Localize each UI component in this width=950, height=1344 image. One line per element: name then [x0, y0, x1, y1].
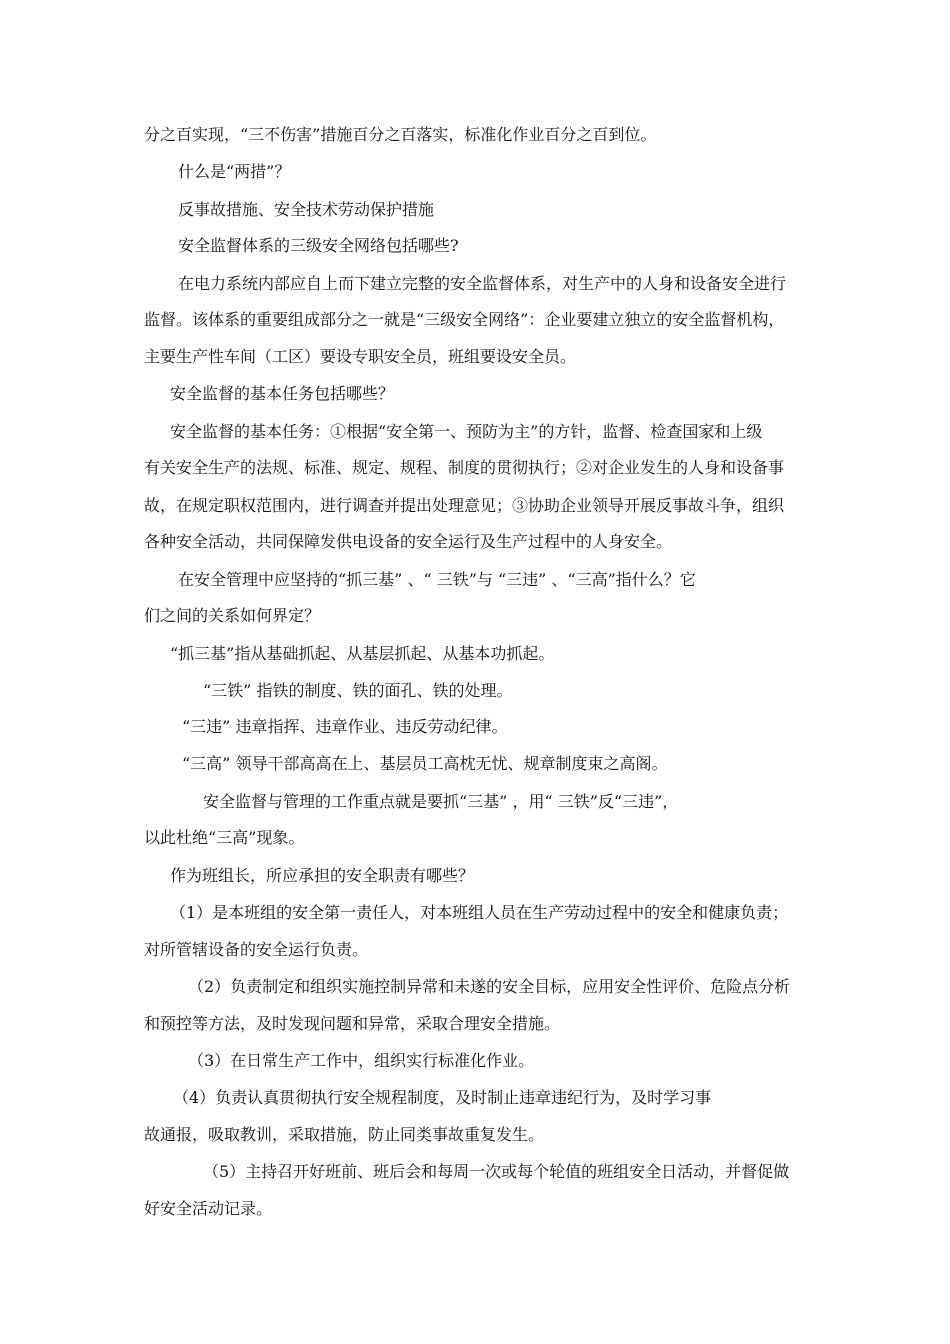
text-line: 分之百实现，“三不伤害”措施百分之百落实，标准化作业百分之百到位。 [144, 125, 657, 144]
text-line: （1）是本班组的安全第一责任人，对本班组人员在生产劳动过程中的安全和健康负责； [170, 903, 789, 922]
text-line: 主要生产性车间（工区）要设专职安全员，班组要设安全员。 [144, 347, 577, 366]
text-line: 们之间的关系如何界定？ [144, 606, 321, 625]
text-line: “三违” 违章指挥、违章作业、违反劳动纪律。 [182, 717, 508, 736]
text-line: 各种安全活动，共同保障发供电设备的安全运行及生产过程中的人身安全。 [144, 532, 673, 551]
text-line: （2）负责制定和组织实施控制异常和未遂的安全目标，应用安全性评价、危险点分析 [188, 977, 791, 996]
text-line: 以此杜绝“三高”现象。 [144, 828, 305, 847]
question-heading: 安全监督的基本任务包括哪些？ [170, 384, 395, 403]
question-heading: 在安全管理中应坚持的“抓三基” 、“ 三铁”与 “三违” 、“三高”指什么？它 [178, 570, 696, 589]
text-line: 故，在规定职权范围内，进行调查并提出处理意见；③协助企业领导开展反事故斗争，组织 [144, 496, 785, 515]
text-line: （4）负责认真贯彻执行安全规程制度，及时制止违章违纪行为，及时学习事 [173, 1088, 712, 1107]
text-line: （3）在日常生产工作中，组织实行标准化作业。 [188, 1051, 535, 1070]
text-line: “三铁” 指铁的制度、铁的面孔、铁的处理。 [203, 681, 513, 700]
question-heading: 作为班组长，所应承担的安全职责有哪些？ [170, 866, 475, 885]
text-line: “三高” 领导干部高高在上、基层员工高枕无忧、规章制度束之高阁。 [182, 754, 668, 773]
text-line: 在电力系统内部应自上而下建立完整的安全监督体系，对生产中的人身和设备安全进行 [178, 274, 787, 293]
text-line: 安全监督的基本任务：①根据“安全第一、预防为主”的方针，监督、检查国家和上级 [170, 422, 763, 441]
text-line: （5）主持召开好班前、班后会和每周一次或每个轮值的班组安全日活动，并督促做 [203, 1162, 790, 1181]
text-line: 好安全活动记录。 [144, 1199, 273, 1218]
text-line: 故通报，吸取教训，采取措施，防止同类事故重复发生。 [144, 1125, 545, 1144]
text-line: 有关安全生产的法规、标准、规定、规程、制度的贯彻执行；②对企业发生的人身和设备事 [144, 458, 785, 477]
text-line: 安全监督与管理的工作重点就是要抓“三基” ，用“ 三铁”反“三违”， [203, 792, 679, 811]
text-line: 监督。该体系的重要组成部分之一就是“三级安全网络”：企业要建立独立的安全监督机构， [144, 310, 785, 329]
text-line: 对所管辖设备的安全运行负责。 [144, 940, 369, 959]
text-line: 反事故措施、安全技术劳动保护措施 [178, 200, 435, 219]
text-line: 和预控等方法，及时发现问题和异常，采取合理安全措施。 [144, 1014, 561, 1033]
question-heading: 什么是“两措”？ [178, 162, 291, 181]
question-heading: 安全监督体系的三级安全网络包括哪些? [178, 236, 459, 255]
text-line: “抓三基”指从基础抓起、从基层抓起、从基本功抓起。 [170, 644, 555, 663]
